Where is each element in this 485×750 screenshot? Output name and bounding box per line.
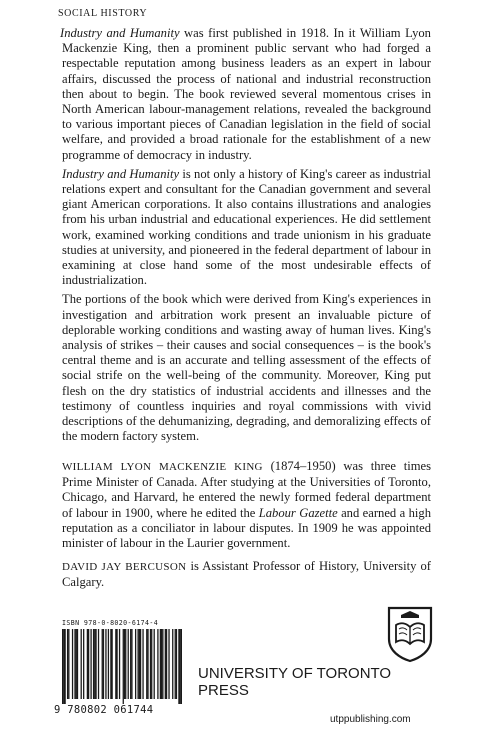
barcode-bar: [125, 629, 126, 699]
barcode-bar: [74, 629, 75, 699]
author-name: WILLIAM LYON MACKENZIE KING: [62, 461, 263, 473]
barcode-bar: [87, 629, 88, 699]
barcode-bar: [93, 629, 94, 699]
barcode-bar: [139, 629, 140, 699]
barcode-bar: [64, 629, 65, 704]
barcode-bar: [98, 629, 99, 699]
book-title: Industry and Humanity: [60, 26, 180, 40]
barcode-bar: [142, 629, 143, 699]
barcode-bar: [165, 629, 166, 699]
barcode-bar: [128, 629, 129, 699]
barcode-bar: [115, 629, 116, 699]
barcode-bar: [83, 629, 84, 699]
barcode-bar: [90, 629, 91, 699]
barcode-bar: [154, 629, 155, 699]
barcode-bar: [110, 629, 111, 699]
barcode-bar: [175, 629, 176, 699]
editor-bio: DAVID JAY BERCUSON is Assistant Professor of History, University of Calgary.: [62, 559, 431, 590]
barcode-bar: [123, 629, 124, 704]
barcode-bar: [81, 629, 82, 699]
isbn-label: ISBN 978-0-8020-6174-4: [62, 619, 159, 627]
barcode-bar: [116, 629, 117, 699]
barcode-bar: [63, 629, 64, 704]
barcode-bar: [181, 629, 182, 704]
barcode-bar: [77, 629, 78, 699]
author-bio: WILLIAM LYON MACKENZIE KING (1874–1950) was three times Prime Minister of Canada. After studying at the Universities of Toronto, Chicago, and Harvard, he entered the newly formed federal department of labour in 1900, where he edited the Labour Gazette and earned a high reputation as a conciliator in labour disputes. In 1909 he was appointed minister of labour in the Laurier government.: [62, 459, 431, 551]
barcode-bar: [68, 629, 69, 699]
barcode-bar: [131, 629, 132, 699]
publication-title: Labour Gazette: [258, 505, 338, 520]
publisher-name: UNIVERSITY OF TORONTO PRESS: [198, 665, 392, 699]
barcode-bar: [76, 629, 77, 699]
barcode-bar: [135, 629, 136, 699]
barcode-bar: [150, 629, 151, 699]
barcode-bar: [88, 629, 89, 699]
description-paragraph-1: Industry and Humanity was first published in 1918. In it William Lyon Mackenzie King, then a prominent public servant who had forged a respectable reputation among business leaders as an expert in labour affairs, discussed the process of national and industrial reconstruction then about to begin. The book reviewed several momentous crises in North American labour-management relations, revealed the background to various important pieces of Canadian legislation in the field of social welfare, and provided a broad rationale for the establishment of a new programme of democracy in industry.: [60, 26, 431, 162]
description-paragraph-3: The portions of the book which were derived from King's experiences in investigation and arbitration work present an invaluable picture of deplorable working conditions and wasting away of human lives. King's analysis of strikes – their causes and social consequences – is the book's central theme and is an accurate and telling assessment of the effects of social strife on the well-being of the community. Moreover, King put flesh on the dry statistics of industrial accidents and illnesses and the testimony of countless inquiries and royal commissions with vivid descriptions of the dehumanizing, degrading, and demoralizing effects of the modern factory system.: [62, 292, 431, 444]
barcode-bar: [119, 629, 120, 699]
barcode-bar: [105, 629, 106, 699]
barcode: [62, 629, 182, 704]
barcode-bar: [62, 629, 63, 704]
barcode-bar: [176, 629, 177, 699]
barcode-bar: [137, 629, 138, 699]
barcode-bar: [161, 629, 162, 699]
barcode-digits: 9 780802 061744: [54, 704, 154, 716]
book-description: [62, 26, 431, 448]
barcode-bar: [102, 629, 103, 699]
barcode-bar: [151, 629, 152, 699]
barcode-bar: [111, 629, 112, 699]
barcode-bar: [95, 629, 96, 699]
barcode-bar: [67, 629, 68, 699]
category-label: SOCIAL HISTORY: [58, 8, 148, 19]
barcode-bar: [162, 629, 163, 699]
book-title: Industry and Humanity: [62, 166, 180, 181]
barcode-bar: [140, 629, 141, 699]
barcode-bar: [172, 629, 173, 699]
editor-name: DAVID JAY BERCUSON: [62, 561, 187, 573]
barcode-bar: [103, 629, 104, 699]
barcode-bar: [160, 629, 161, 699]
barcode-bar: [130, 629, 131, 699]
barcode-bar: [168, 629, 169, 699]
barcode-bar: [157, 629, 158, 699]
barcode-bar: [178, 629, 179, 704]
barcode-bar: [72, 629, 73, 699]
university-crest-icon: [385, 605, 435, 663]
barcode-bar: [166, 629, 167, 699]
description-paragraph-2: Industry and Humanity is not only a history of King's career as industrial relations expert and consultant for the Canadian government and several giant American corporations. It also contains illustrations and analogies from his urban industrial and educational experiences. He did settlement work, examined working conditions and trade unionism in his graduate studies at university, and pioneered in the federal department of labour in examining at close hand some of the most undesirable effects of industrialization.: [62, 166, 431, 288]
barcode-bar: [146, 629, 147, 699]
barcode-bar: [147, 629, 148, 699]
publisher-url: utppublishing.com: [330, 714, 411, 725]
barcode-bar: [124, 629, 125, 699]
barcode-bar: [108, 629, 109, 699]
barcode-bar: [94, 629, 95, 699]
barcode-bar: [180, 629, 181, 704]
